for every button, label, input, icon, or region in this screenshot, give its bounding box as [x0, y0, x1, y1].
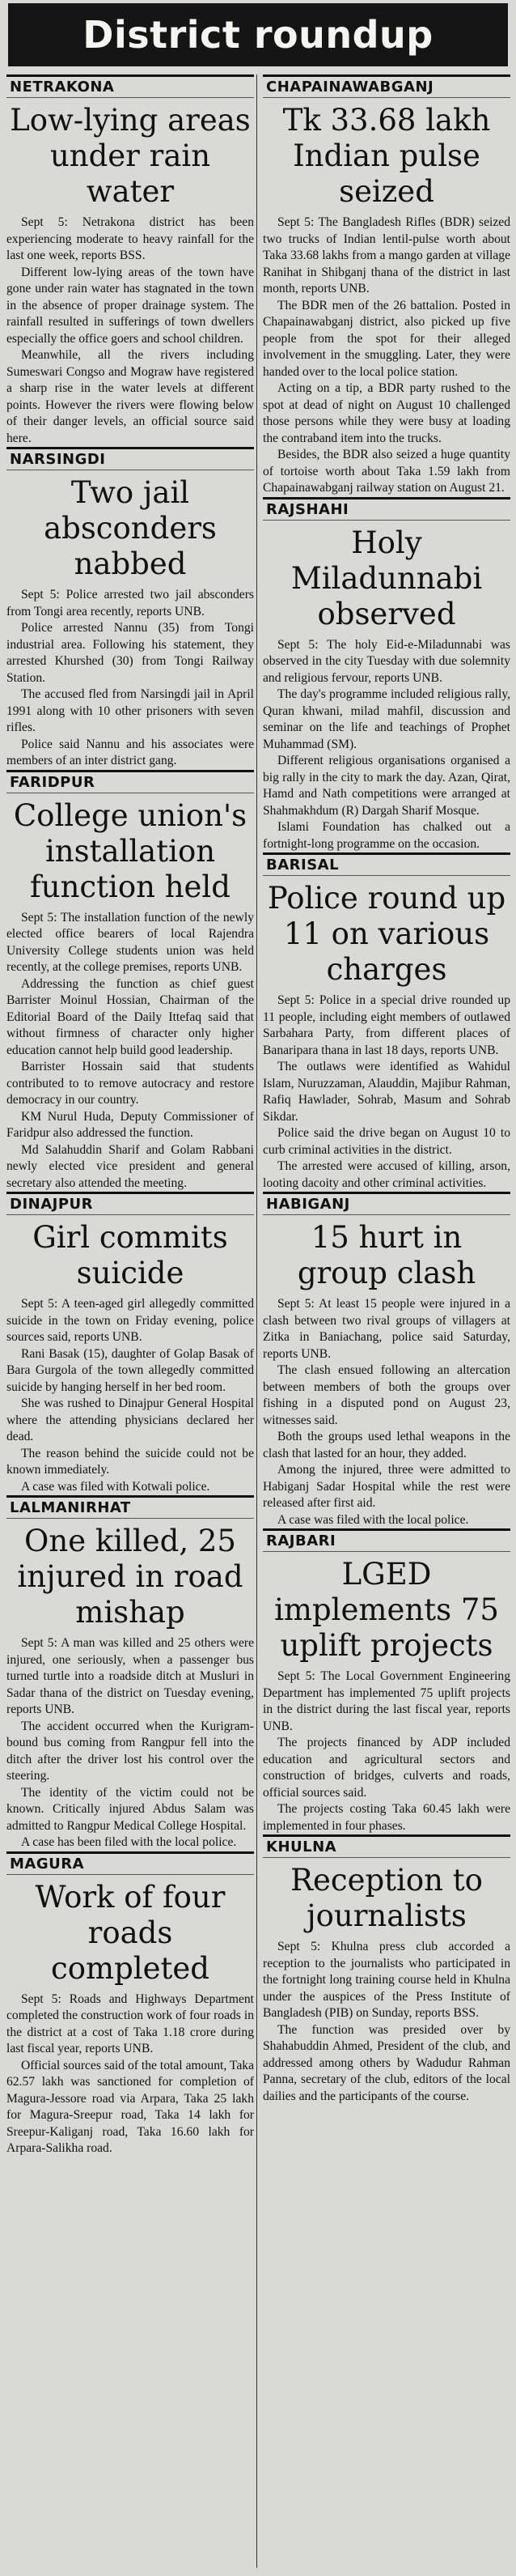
- district-label: NARSINGDI: [6, 447, 254, 470]
- story-paragraph: Addressing the function as chief guest Barrister Moinul Hossian, Chairman of the Editorial Board of the Daily Ittefaq said that without firmness of character only higher education cannot help build good leadership.: [6, 976, 254, 1057]
- story-paragraph: Besides, the BDR also seized a huge quantity of tortoise worth about Taka 1.59 lakh from Chapainawabganj railway station on August 21.: [263, 448, 510, 495]
- news-story: [263, 497, 510, 853]
- story-headline: Tk 33.68 lakh Indian pulse seized: [282, 103, 491, 209]
- story-paragraph: Sept 5: The installation function of the newly elected office bearers of local Rajendra University College students union was held recently, at the college premises, reports UNB.: [6, 910, 254, 974]
- right-column: [263, 74, 510, 2105]
- news-story: [6, 1192, 254, 1495]
- district-label: DINAJPUR: [6, 1192, 254, 1215]
- story-paragraph: Sept 5: Roads and Highways Department completed the construction work of four roads in the district at a cost of Taka 1.18 crore during last fiscal year, reports UNB.: [6, 1992, 254, 2055]
- district-label: FARIDPUR: [6, 770, 254, 793]
- story-paragraph: Different religious organisations organised a big rally in the city to mark the day. Azan, Qirat, Hamd and Nath competitions were arranged at Shahmakhdum (R) Dargah Sharif Mosque.: [263, 754, 510, 818]
- story-headline: Reception to journalists: [290, 1863, 483, 1933]
- story-paragraph: Sept 5: Netrakona district has been experiencing moderate to heavy rainfall for the last one week, reports BSS.: [6, 215, 254, 262]
- district-label: RAJBARI: [263, 1528, 510, 1552]
- district-label: MAGURA: [6, 1851, 254, 1875]
- story-body: [6, 910, 254, 1192]
- story-paragraph: Police arrested Nannu (35) from Tongi industrial area. Following his statement, they arrested Khurshed (30) from Tongi Railway Station.: [6, 621, 254, 685]
- story-headline: Low-lying areas under rain water: [10, 103, 251, 209]
- story-body: [6, 587, 254, 770]
- story-paragraph: Official sources said of the total amount, Taka 62.57 lakh was sanctioned for completion of Magura-Jessore road via Arpara, Taka 25 lakh for Magura-Sreepur road, Taka 14 lakh for Sreepur-Kaliganj road, Taka 16.60 lakh for Arpara-Salikha road.: [6, 2058, 254, 2155]
- story-body: [263, 993, 510, 1192]
- news-story: [263, 1192, 510, 1528]
- story-paragraph: Sept 5: The Local Government Engineering Department has implemented 75 uplift projects in the district during the last fiscal year, reports UNB.: [263, 1669, 510, 1733]
- story-paragraph: The outlaws were identified as Wahidul Islam, Nuruzzaman, Alauddin, Majibur Rahman, Rafiq Hawlader, Sohrab, Masum and Sohrab Sikdar.: [263, 1060, 510, 1124]
- story-body: [263, 637, 510, 853]
- story-paragraph: Barrister Hossain said that students contributed to to remove autocracy and restore democracy in our country.: [6, 1060, 254, 1107]
- story-body: [6, 1635, 254, 1851]
- story-paragraph: The clash ensued following an altercation between members of both the groups over fishing in a disputed pond on August 23, witnesses said.: [263, 1363, 510, 1427]
- story-paragraph: Sept 5: A man was killed and 25 others were injured, one seriously, when a passenger bus turned turtle into a roadside ditch at Musluri in Sadar thana of the district on Tuesday evening, reports UNB.: [6, 1636, 254, 1716]
- story-paragraph: Sept 5: The holy Eid-e-Miladunnabi was observed in the city Tuesday with due solemnity and religious fervour, reports UNB.: [263, 637, 510, 685]
- story-headline: Police round up 11 on various charges: [267, 881, 506, 987]
- story-paragraph: She was rushed to Dinajpur General Hospital where the attending physicians declared her dead.: [6, 1396, 254, 1443]
- story-headline: One killed, 25 injured in road mishap: [17, 1524, 243, 1630]
- left-column: [6, 74, 254, 2157]
- story-paragraph: The function was presided over by Shahabuddin Ahmed, President of the club, and addressed among others by Wadudur Rahman Panna, secretary of the club, editors of the local dailies and the participants of the course.: [263, 2022, 510, 2103]
- story-paragraph: The accused fled from Narsingdi jail in April 1991 along with 10 other prisoners with seven rifles.: [6, 687, 254, 734]
- story-paragraph: The projects financed by ADP included education and agricultural sectors and construction of bridges, culverts and roads, official sources said.: [263, 1736, 510, 1800]
- story-paragraph: Meanwhile, all the rivers including Sumeswari Congso and Mograw have registered a sharp rise in the water levels at different points. However the rivers were flowing below of their danger levels, an official source said here.: [6, 348, 254, 445]
- story-body: [6, 1992, 254, 2157]
- column-divider: [256, 74, 257, 2568]
- story-body: [263, 1939, 510, 2105]
- story-paragraph: The projects costing Taka 60.45 lakh were implemented in four phases.: [263, 1802, 510, 1833]
- story-paragraph: The identity of the victim could not be known. Critically injured Abdus Salam was admitted to Rangpur Medical College Hospital.: [6, 1785, 254, 1833]
- district-label: LALMANIRHAT: [6, 1495, 254, 1519]
- story-paragraph: Acting on a tip, a BDR party rushed to the spot at dead of night on August 10 challenged those persons while they were busy at loading the contraband item into the trucks.: [263, 381, 510, 445]
- story-body: [6, 215, 254, 447]
- story-paragraph: Sept 5: Khulna press club accorded a reception to the journalists who participated in the fortnight long training course held in Khulna under the auspices of the Press Institute of Bangladesh (PIB) on Sunday, reports BSS.: [263, 1940, 510, 2020]
- story-headline: LGED implements 75 uplift projects: [274, 1557, 499, 1663]
- news-story: [6, 447, 254, 770]
- story-headline: Two jail absconders nabbed: [44, 475, 217, 581]
- story-headline: Holy Miladunnabi observed: [290, 525, 483, 631]
- news-story: [6, 1851, 254, 2157]
- district-label: RAJSHAHI: [263, 497, 510, 521]
- story-paragraph: Police said the drive began on August 10 to curb criminal activities in the district.: [263, 1126, 510, 1157]
- district-label: KHULNA: [263, 1834, 510, 1858]
- story-paragraph: Sept 5: Police arrested two jail absconders from Tongi area recently, reports UNB.: [6, 588, 254, 618]
- district-label: NETRAKONA: [6, 74, 254, 98]
- story-paragraph: Sept 5: A teen-aged girl allegedly committed suicide in the town on Friday evening, police sources said, reports UNB.: [6, 1297, 254, 1344]
- story-headline: Girl commits suicide: [32, 1220, 228, 1290]
- story-paragraph: The BDR men of the 26 battalion. Posted in Chapainawabganj district, also picked up five people from the spot for their alleged involvement in the smuggling. Later, they were handed over to the local police station.: [263, 298, 510, 379]
- story-paragraph: Sept 5: At least 15 people were injured in a clash between two rival groups of villagers at Zitka in Baniachang, police said Saturday, reports UNB.: [263, 1297, 510, 1361]
- story-headline: 15 hurt in group clash: [297, 1220, 476, 1290]
- story-paragraph: Md Salahuddin Sharif and Golam Rabbani newly elected vice president and general secretary also attended the meeting.: [6, 1142, 254, 1190]
- story-paragraph: Sept 5: The Bangladesh Rifles (BDR) seized two trucks of Indian lentil-pulse worth about Taka 33.68 lakhs from a mango garden at village Ranihat in Shibganj thana of the district in last month, reports UNB.: [263, 215, 510, 295]
- news-story: [6, 770, 254, 1192]
- news-story: [6, 74, 254, 447]
- story-paragraph: Among the injured, three were admitted to Habiganj Sadar Hospital while the rest were released after first aid.: [263, 1463, 510, 1510]
- story-paragraph: A case has been filed with the local police.: [21, 1835, 237, 1849]
- story-headline: Work of four roads completed: [35, 1879, 226, 1986]
- story-body: [263, 1668, 510, 1834]
- story-paragraph: The reason behind the suicide could not be known immediately.: [6, 1446, 254, 1477]
- story-paragraph: Police said Nannu and his associates were members of an inter district gang.: [6, 737, 254, 767]
- district-label: BARISAL: [263, 852, 510, 876]
- story-body: [263, 1296, 510, 1528]
- story-paragraph: The day's programme included religious rally, Quran khwani, milad mahfil, discussion and seminar on the life and teachings of Prophet Muhammad (SM).: [263, 687, 510, 751]
- news-story: [263, 1834, 510, 2105]
- district-label: HABIGANJ: [263, 1192, 510, 1215]
- news-story: [263, 74, 510, 497]
- news-story: [263, 1528, 510, 1834]
- story-paragraph: A case was filed with the local police.: [277, 1512, 469, 1527]
- story-paragraph: KM Nurul Huda, Deputy Commissioner of Faridpur also addressed the function.: [6, 1109, 254, 1140]
- story-body: [6, 1296, 254, 1495]
- story-paragraph: A case was filed with Kotwali police.: [21, 1479, 210, 1494]
- section-banner: District roundup: [8, 3, 508, 66]
- district-label: CHAPAINAWABGANJ: [263, 74, 510, 98]
- story-paragraph: Both the groups used lethal weapons in the clash that lasted for an hour, they added.: [263, 1430, 510, 1460]
- story-paragraph: Rani Basak (15), daughter of Golap Basak of Bara Gurgola of the town allegedly committed suicide by hanging herself in her bed room.: [6, 1346, 254, 1394]
- story-paragraph: Sept 5: Police in a special drive rounded up 11 people, including eight members of outlawed Sarbahara Party, from different places of Banaripara thana in last 18 days, reports UNB.: [263, 993, 510, 1057]
- story-paragraph: The accident occurred when the Kurigram-bound bus coming from Rangpur fell into the ditch after the driver lost his control over the steering.: [6, 1719, 254, 1783]
- news-story: [6, 1495, 254, 1851]
- story-body: [263, 215, 510, 497]
- news-story: [263, 852, 510, 1192]
- story-paragraph: The arrested were accused of killing, arson, looting dacoity and other criminal activities.: [263, 1159, 510, 1190]
- story-paragraph: Islami Foundation has chalked out a fortnight-long programme on the occasion.: [263, 820, 510, 851]
- story-headline: College union's installation function held: [13, 797, 247, 904]
- story-paragraph: Different low-lying areas of the town have gone under rain water has stagnated in the town in the absence of proper drainage system. The rainfall resulted in sufferings of town dwellers especially the office goers and school children.: [6, 265, 254, 346]
